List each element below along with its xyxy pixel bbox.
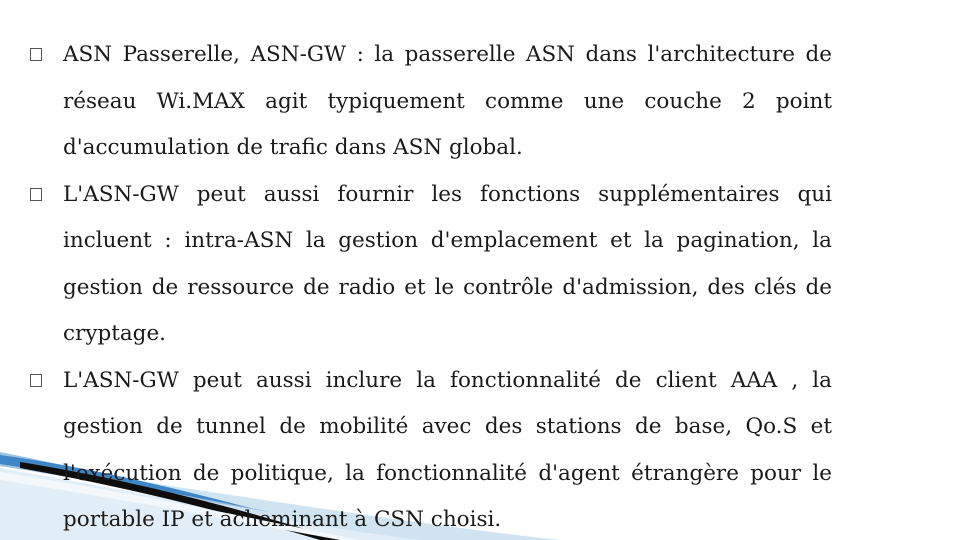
bullet-item-2 bbox=[30, 172, 832, 358]
bullet-text-2: L'ASN-GW peut aussi fournir les fonctions supplémentaires qui incluent : intra-ASN la gestion d'emplacement et la pagination, la gestion de ressource de radio et le contrôle d'admission, des clés de cryptage. bbox=[63, 181, 832, 346]
square-bullet-icon bbox=[30, 188, 42, 201]
bullet-text-3: L'ASN-GW peut aussi inclure la fonctionnalité de client AAA , la gestion de tunnel de mobilité avec des stations de base, Qo.S et l'exécution de politique, la fonctionnalité d'agent étrangère pour le portable IP et acheminant à CSN choisi. bbox=[63, 367, 832, 532]
square-bullet-icon bbox=[30, 374, 42, 387]
bullet-item-1 bbox=[30, 32, 832, 172]
square-bullet-icon bbox=[30, 48, 42, 61]
bullet-list bbox=[30, 32, 832, 540]
bullet-item-3 bbox=[30, 358, 832, 540]
bullet-text-1: ASN Passerelle, ASN-GW : la passerelle ASN dans l'architecture de réseau Wi.MAX agit typiquement comme une couche 2 point d'accumulation de trafic dans ASN global. bbox=[63, 42, 832, 160]
